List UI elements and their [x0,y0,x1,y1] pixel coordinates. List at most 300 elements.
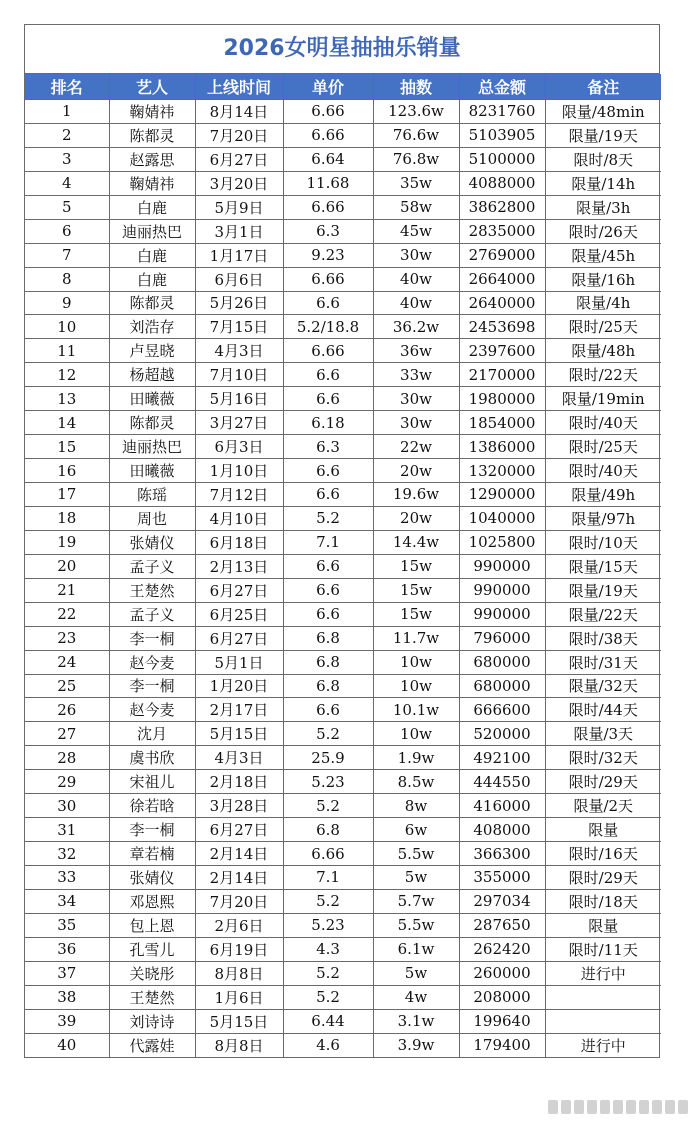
unit-price-cell: 6.66 [283,339,373,363]
total-amount-cell: 5100000 [459,147,545,171]
unit-price-cell: 9.23 [283,243,373,267]
total-amount-cell: 444550 [459,770,545,794]
rank-cell: 24 [25,650,109,674]
draw-count-cell: 10.1w [373,698,459,722]
draw-count-cell: 30w [373,411,459,435]
notes-cell: 限量/45h [545,243,661,267]
notes-cell: 限时/32天 [545,746,661,770]
total-amount-cell: 5103905 [459,123,545,147]
total-amount-cell: 666600 [459,698,545,722]
draw-count-cell: 15w [373,554,459,578]
artist-cell: 沈月 [109,722,195,746]
table-row [25,530,661,554]
artist-cell: 徐若晗 [109,794,195,818]
launch-date-cell: 2月14日 [195,866,283,890]
header-rank: 排名 [25,74,109,100]
draw-count-cell: 30w [373,387,459,411]
draw-count-cell: 11.7w [373,626,459,650]
total-amount-cell: 4088000 [459,171,545,195]
artist-cell: 鞠婧祎 [109,100,195,124]
artist-cell: 鞠婧祎 [109,171,195,195]
launch-date-cell: 3月27日 [195,411,283,435]
rank-cell: 15 [25,435,109,459]
total-amount-cell: 520000 [459,722,545,746]
launch-date-cell: 6月6日 [195,267,283,291]
draw-count-cell: 58w [373,195,459,219]
total-amount-cell: 366300 [459,842,545,866]
unit-price-cell: 5.2 [283,506,373,530]
notes-cell: 限时/40天 [545,411,661,435]
artist-cell: 白鹿 [109,243,195,267]
rank-cell: 17 [25,483,109,507]
launch-date-cell: 8月14日 [195,100,283,124]
unit-price-cell: 6.6 [283,698,373,722]
table-row [25,937,661,961]
table-body [25,100,661,1057]
notes-cell: 限量/19天 [545,123,661,147]
launch-date-cell: 2月13日 [195,554,283,578]
rank-cell: 3 [25,147,109,171]
notes-cell: 进行中 [545,1033,661,1056]
table-row [25,889,661,913]
launch-date-cell: 5月15日 [195,722,283,746]
unit-price-cell: 6.6 [283,363,373,387]
launch-date-cell: 8月8日 [195,1033,283,1056]
artist-cell: 田曦薇 [109,459,195,483]
draw-count-cell: 5w [373,961,459,985]
notes-cell: 限量/49h [545,483,661,507]
rank-cell: 4 [25,171,109,195]
total-amount-cell: 208000 [459,985,545,1009]
header-notes: 备注 [545,74,661,100]
artist-cell: 关晓彤 [109,961,195,985]
rank-cell: 28 [25,746,109,770]
total-amount-cell: 2397600 [459,339,545,363]
total-amount-cell: 2640000 [459,291,545,315]
total-amount-cell: 416000 [459,794,545,818]
table-row [25,698,661,722]
rank-cell: 12 [25,363,109,387]
draw-count-cell: 20w [373,506,459,530]
artist-cell: 卢昱晓 [109,339,195,363]
launch-date-cell: 5月16日 [195,387,283,411]
total-amount-cell: 1320000 [459,459,545,483]
artist-cell: 王楚然 [109,578,195,602]
artist-cell: 刘浩存 [109,315,195,339]
notes-cell: 限量/2天 [545,794,661,818]
table-row [25,195,661,219]
draw-count-cell: 123.6w [373,100,459,124]
table-title: 2026女明星抽抽乐销量 [25,25,659,74]
artist-cell: 迪丽热巴 [109,435,195,459]
unit-price-cell: 5.2 [283,722,373,746]
draw-count-cell: 5.7w [373,889,459,913]
launch-date-cell: 7月20日 [195,123,283,147]
launch-date-cell: 6月27日 [195,147,283,171]
draw-count-cell: 3.1w [373,1009,459,1033]
launch-date-cell: 5月9日 [195,195,283,219]
table-row [25,100,661,124]
draw-count-cell: 5.5w [373,913,459,937]
notes-cell [545,1009,661,1033]
notes-cell: 限量/3天 [545,722,661,746]
draw-count-cell: 6w [373,818,459,842]
launch-date-cell: 7月12日 [195,483,283,507]
unit-price-cell: 7.1 [283,866,373,890]
notes-cell: 限量 [545,913,661,937]
draw-count-cell: 3.9w [373,1033,459,1056]
artist-cell: 陈瑶 [109,483,195,507]
sales-table-sheet [24,24,660,1058]
table-row [25,602,661,626]
rank-cell: 13 [25,387,109,411]
artist-cell: 陈都灵 [109,291,195,315]
artist-cell: 李一桐 [109,818,195,842]
rank-cell: 23 [25,626,109,650]
table-row [25,459,661,483]
artist-cell: 邓恩熙 [109,889,195,913]
total-amount-cell: 990000 [459,578,545,602]
launch-date-cell: 8月8日 [195,961,283,985]
draw-count-cell: 36.2w [373,315,459,339]
launch-date-cell: 1月20日 [195,674,283,698]
launch-date-cell: 6月27日 [195,578,283,602]
rank-cell: 29 [25,770,109,794]
rank-cell: 21 [25,578,109,602]
launch-date-cell: 2月6日 [195,913,283,937]
unit-price-cell: 5.2 [283,985,373,1009]
total-amount-cell: 1386000 [459,435,545,459]
notes-cell: 限时/18天 [545,889,661,913]
notes-cell: 限量/16h [545,267,661,291]
artist-cell: 包上恩 [109,913,195,937]
notes-cell: 限时/22天 [545,363,661,387]
rank-cell: 10 [25,315,109,339]
unit-price-cell: 5.2 [283,889,373,913]
notes-cell: 限量/48min [545,100,661,124]
table-row [25,578,661,602]
artist-cell: 赵今麦 [109,698,195,722]
unit-price-cell: 6.8 [283,818,373,842]
rank-cell: 37 [25,961,109,985]
table-row [25,243,661,267]
notes-cell: 限时/31天 [545,650,661,674]
launch-date-cell: 6月27日 [195,818,283,842]
table-row [25,411,661,435]
notes-cell: 限时/38天 [545,626,661,650]
artist-cell: 孟子义 [109,554,195,578]
draw-count-cell: 8w [373,794,459,818]
draw-count-cell: 15w [373,602,459,626]
rank-cell: 20 [25,554,109,578]
launch-date-cell: 6月19日 [195,937,283,961]
draw-count-cell: 14.4w [373,530,459,554]
unit-price-cell: 5.23 [283,770,373,794]
draw-count-cell: 6.1w [373,937,459,961]
artist-cell: 白鹿 [109,195,195,219]
table-row [25,913,661,937]
notes-cell: 限时/29天 [545,866,661,890]
total-amount-cell: 1290000 [459,483,545,507]
rank-cell: 8 [25,267,109,291]
notes-cell: 限量 [545,818,661,842]
notes-cell: 限时/25天 [545,435,661,459]
draw-count-cell: 35w [373,171,459,195]
launch-date-cell: 1月17日 [195,243,283,267]
unit-price-cell: 5.2 [283,794,373,818]
unit-price-cell: 6.6 [283,459,373,483]
table-row [25,770,661,794]
unit-price-cell: 6.66 [283,195,373,219]
launch-date-cell: 2月18日 [195,770,283,794]
rank-cell: 16 [25,459,109,483]
unit-price-cell: 6.66 [283,123,373,147]
draw-count-cell: 33w [373,363,459,387]
artist-cell: 迪丽热巴 [109,219,195,243]
table-row [25,339,661,363]
artist-cell: 孔雪儿 [109,937,195,961]
artist-cell: 周也 [109,506,195,530]
launch-date-cell: 5月1日 [195,650,283,674]
total-amount-cell: 1854000 [459,411,545,435]
table-row [25,435,661,459]
unit-price-cell: 6.66 [283,842,373,866]
unit-price-cell: 6.6 [283,483,373,507]
table-row [25,291,661,315]
launch-date-cell: 2月17日 [195,698,283,722]
artist-cell: 陈都灵 [109,123,195,147]
table-row [25,123,661,147]
notes-cell: 限时/40天 [545,459,661,483]
launch-date-cell: 6月18日 [195,530,283,554]
draw-count-cell: 76.6w [373,123,459,147]
table-row [25,219,661,243]
artist-cell: 孟子义 [109,602,195,626]
notes-cell: 限量/48h [545,339,661,363]
table-row [25,746,661,770]
unit-price-cell: 4.3 [283,937,373,961]
total-amount-cell: 796000 [459,626,545,650]
table-row [25,506,661,530]
draw-count-cell: 5w [373,866,459,890]
launch-date-cell: 6月25日 [195,602,283,626]
header-artist: 艺人 [109,74,195,100]
notes-cell: 限量/3h [545,195,661,219]
total-amount-cell: 2453698 [459,315,545,339]
launch-date-cell: 2月14日 [195,842,283,866]
unit-price-cell: 6.44 [283,1009,373,1033]
table-row [25,866,661,890]
total-amount-cell: 199640 [459,1009,545,1033]
rank-cell: 1 [25,100,109,124]
rank-cell: 33 [25,866,109,890]
table-row [25,650,661,674]
draw-count-cell: 1.9w [373,746,459,770]
unit-price-cell: 6.6 [283,554,373,578]
sales-table [25,74,661,1057]
header-row [25,74,661,100]
artist-cell: 田曦薇 [109,387,195,411]
unit-price-cell: 6.66 [283,100,373,124]
table-row [25,1009,661,1033]
table-row [25,842,661,866]
draw-count-cell: 30w [373,243,459,267]
rank-cell: 18 [25,506,109,530]
artist-cell: 白鹿 [109,267,195,291]
notes-cell: 进行中 [545,961,661,985]
total-amount-cell: 2769000 [459,243,545,267]
total-amount-cell: 990000 [459,554,545,578]
artist-cell: 代露娃 [109,1033,195,1056]
launch-date-cell: 5月26日 [195,291,283,315]
artist-cell: 刘诗诗 [109,1009,195,1033]
table-row [25,674,661,698]
draw-count-cell: 22w [373,435,459,459]
table-row [25,794,661,818]
draw-count-cell: 15w [373,578,459,602]
draw-count-cell: 8.5w [373,770,459,794]
table-row [25,626,661,650]
rank-cell: 27 [25,722,109,746]
rank-cell: 39 [25,1009,109,1033]
notes-cell: 限量/4h [545,291,661,315]
rank-cell: 35 [25,913,109,937]
total-amount-cell: 2835000 [459,219,545,243]
launch-date-cell: 4月3日 [195,339,283,363]
draw-count-cell: 36w [373,339,459,363]
rank-cell: 26 [25,698,109,722]
total-amount-cell: 179400 [459,1033,545,1056]
table-row [25,722,661,746]
rank-cell: 14 [25,411,109,435]
unit-price-cell: 6.18 [283,411,373,435]
table-row [25,363,661,387]
notes-cell: 限量/19天 [545,578,661,602]
rank-cell: 19 [25,530,109,554]
total-amount-cell: 990000 [459,602,545,626]
table-row [25,483,661,507]
total-amount-cell: 680000 [459,674,545,698]
unit-price-cell: 11.68 [283,171,373,195]
draw-count-cell: 76.8w [373,147,459,171]
draw-count-cell: 4w [373,985,459,1009]
launch-date-cell: 7月15日 [195,315,283,339]
artist-cell: 虞书欣 [109,746,195,770]
table-row [25,1033,661,1056]
total-amount-cell: 260000 [459,961,545,985]
draw-count-cell: 45w [373,219,459,243]
draw-count-cell: 40w [373,267,459,291]
rank-cell: 11 [25,339,109,363]
total-amount-cell: 2664000 [459,267,545,291]
table-row [25,554,661,578]
rank-cell: 40 [25,1033,109,1056]
artist-cell: 张婧仪 [109,866,195,890]
table-row [25,387,661,411]
unit-price-cell: 25.9 [283,746,373,770]
table-row [25,171,661,195]
artist-cell: 李一桐 [109,626,195,650]
unit-price-cell: 6.6 [283,602,373,626]
notes-cell: 限时/25天 [545,315,661,339]
rank-cell: 25 [25,674,109,698]
table-row [25,147,661,171]
unit-price-cell: 6.66 [283,267,373,291]
draw-count-cell: 10w [373,650,459,674]
artist-cell: 赵露思 [109,147,195,171]
launch-date-cell: 3月1日 [195,219,283,243]
notes-cell: 限量/32天 [545,674,661,698]
launch-date-cell: 3月28日 [195,794,283,818]
notes-cell: 限时/44天 [545,698,661,722]
artist-cell: 章若楠 [109,842,195,866]
rank-cell: 5 [25,195,109,219]
draw-count-cell: 10w [373,674,459,698]
notes-cell: 限时/11天 [545,937,661,961]
unit-price-cell: 6.3 [283,435,373,459]
unit-price-cell: 5.23 [283,913,373,937]
table-row [25,267,661,291]
notes-cell [545,985,661,1009]
rank-cell: 32 [25,842,109,866]
notes-cell: 限时/26天 [545,219,661,243]
artist-cell: 宋祖儿 [109,770,195,794]
rank-cell: 38 [25,985,109,1009]
total-amount-cell: 680000 [459,650,545,674]
total-amount-cell: 355000 [459,866,545,890]
notes-cell: 限时/16天 [545,842,661,866]
artist-cell: 李一桐 [109,674,195,698]
unit-price-cell: 6.64 [283,147,373,171]
rank-cell: 36 [25,937,109,961]
unit-price-cell: 6.6 [283,578,373,602]
rank-cell: 22 [25,602,109,626]
unit-price-cell: 4.6 [283,1033,373,1056]
total-amount-cell: 2170000 [459,363,545,387]
notes-cell: 限量/22天 [545,602,661,626]
total-amount-cell: 3862800 [459,195,545,219]
rank-cell: 31 [25,818,109,842]
rank-cell: 34 [25,889,109,913]
draw-count-cell: 40w [373,291,459,315]
artist-cell: 王楚然 [109,985,195,1009]
launch-date-cell: 7月20日 [195,889,283,913]
total-amount-cell: 1040000 [459,506,545,530]
unit-price-cell: 6.6 [283,291,373,315]
launch-date-cell: 4月10日 [195,506,283,530]
unit-price-cell: 6.6 [283,387,373,411]
notes-cell: 限量/97h [545,506,661,530]
table-row [25,961,661,985]
launch-date-cell: 1月10日 [195,459,283,483]
rank-cell: 6 [25,219,109,243]
launch-date-cell: 6月27日 [195,626,283,650]
watermark-dots [548,1100,688,1114]
total-amount-cell: 8231760 [459,100,545,124]
total-amount-cell: 1025800 [459,530,545,554]
artist-cell: 陈都灵 [109,411,195,435]
launch-date-cell: 3月20日 [195,171,283,195]
table-row [25,818,661,842]
launch-date-cell: 4月3日 [195,746,283,770]
unit-price-cell: 7.1 [283,530,373,554]
total-amount-cell: 408000 [459,818,545,842]
total-amount-cell: 1980000 [459,387,545,411]
header-total-amount: 总金额 [459,74,545,100]
draw-count-cell: 10w [373,722,459,746]
unit-price-cell: 6.8 [283,674,373,698]
header-launch-date: 上线时间 [195,74,283,100]
